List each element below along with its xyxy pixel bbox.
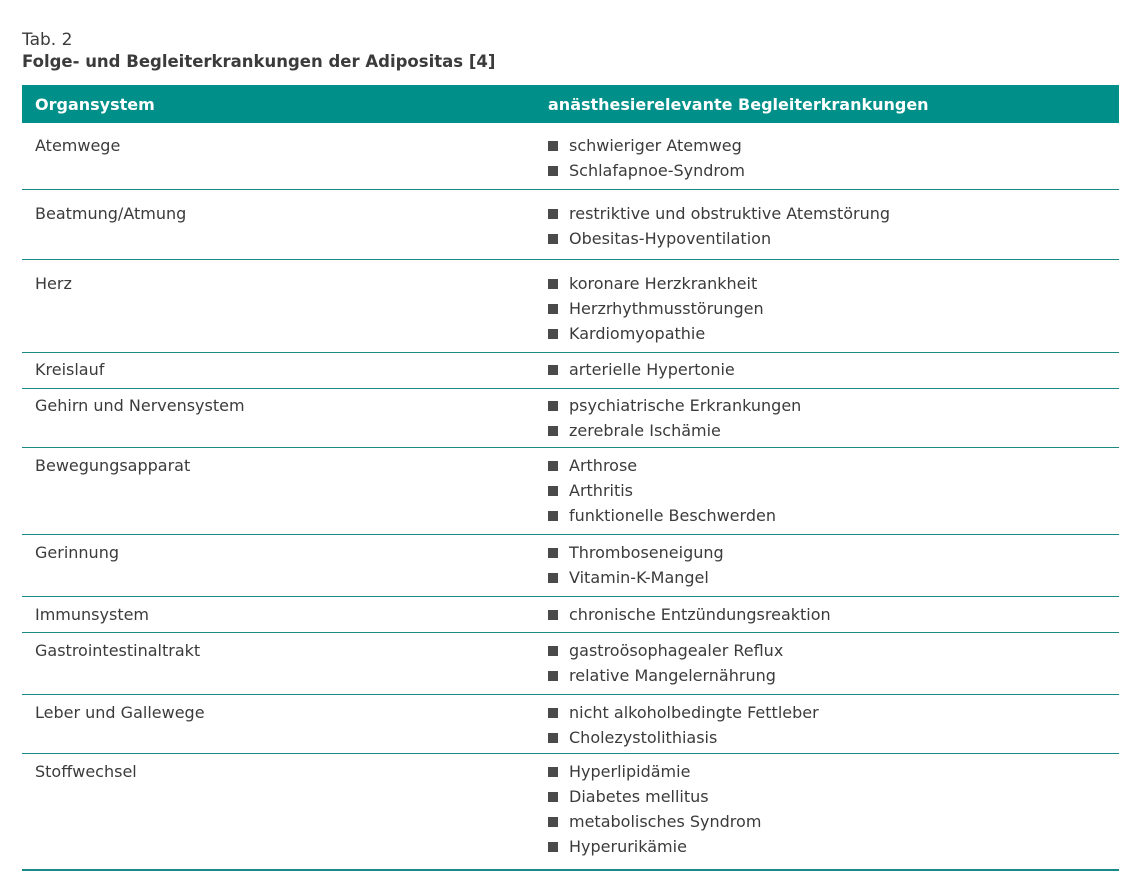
comorbidity-list [535,453,776,528]
table-body [22,123,1119,869]
square-bullet-icon [548,329,558,339]
comorbidity-text: funktionelle Beschwerden [569,506,776,525]
list-item [548,133,745,158]
comorbidity-list [535,759,761,859]
comorbidity-list [535,638,783,688]
table-row [22,123,1119,189]
square-bullet-icon [548,511,558,521]
list-item [548,478,776,503]
comorbidity-text: Thromboseneigung [569,543,724,562]
square-bullet-icon [548,767,558,777]
comorbidity-list [535,393,801,443]
square-bullet-icon [548,817,558,827]
square-bullet-icon [548,279,558,289]
list-item [548,393,801,418]
list-item [548,321,764,346]
organ-system-cell: Gastrointestinaltrakt [35,641,201,660]
comorbidity-table [22,85,1119,871]
list-item [548,453,776,478]
list-item [548,201,890,226]
table-title: Folge- und Begleiterkrankungen der Adipositas [4] [22,52,496,71]
list-item [548,158,745,183]
table-row [22,352,1119,388]
square-bullet-icon [548,610,558,620]
organ-system-cell: Bewegungsapparat [35,456,191,475]
list-item [548,809,761,834]
comorbidity-text: arterielle Hypertonie [569,360,735,379]
table-number: Tab. 2 [22,30,73,50]
comorbidity-text: Obesitas-Hypoventilation [569,229,772,248]
comorbidity-text: Vitamin-K-Mangel [569,568,709,587]
list-item [548,725,819,750]
list-item [548,226,890,251]
comorbidity-list [535,201,890,251]
comorbidity-text: Cholezystolithiasis [569,728,718,747]
list-item [548,357,735,382]
list-item [548,271,764,296]
square-bullet-icon [548,426,558,436]
comorbidity-text: schwieriger Atemweg [569,136,742,155]
comorbidity-list [535,271,764,346]
table-row [22,189,1119,259]
list-item [548,602,831,627]
table-bottom-rule [22,869,1119,871]
list-item [548,540,724,565]
comorbidity-text: Schlafapnoe-Syndrom [569,161,746,180]
table-row [22,259,1119,352]
organ-system-cell: Herz [35,274,72,293]
header-comorbidities: anästhesierelevante Begleiterkrankungen [548,94,929,114]
table-row [22,694,1119,753]
square-bullet-icon [548,486,558,496]
organ-system-cell: Kreislauf [35,360,105,379]
square-bullet-icon [548,141,558,151]
square-bullet-icon [548,573,558,583]
comorbidity-text: Hyperurikämie [569,837,687,856]
square-bullet-icon [548,733,558,743]
comorbidity-text: zerebrale Ischämie [569,421,721,440]
list-item [548,638,783,663]
table-row [22,388,1119,447]
comorbidity-text: nicht alkoholbedingte Fettleber [569,703,819,722]
comorbidity-text: chronische Entzündungsreaktion [569,605,831,624]
comorbidity-list [535,540,724,590]
organ-system-cell: Leber und Gallewege [35,703,205,722]
square-bullet-icon [548,548,558,558]
organ-system-cell: Stoffwechsel [35,762,137,781]
square-bullet-icon [548,792,558,802]
list-item [548,834,761,859]
list-item [548,418,801,443]
list-item [548,700,819,725]
table-row [22,447,1119,534]
organ-system-cell: Atemwege [35,136,121,155]
comorbidity-text: Hyperlipidämie [569,762,691,781]
square-bullet-icon [548,209,558,219]
comorbidity-text: restriktive und obstruktive Atemstörung [569,204,891,223]
comorbidity-text: Herzrhythmusstörungen [569,299,764,318]
comorbidity-list [535,133,745,183]
organ-system-cell: Gehirn und Nervensystem [35,396,245,415]
list-item [548,296,764,321]
square-bullet-icon [548,461,558,471]
organ-system-cell: Immunsystem [35,605,150,624]
comorbidity-text: relative Mangelernährung [569,666,776,685]
square-bullet-icon [548,166,558,176]
square-bullet-icon [548,671,558,681]
list-item [548,784,761,809]
comorbidity-text: Arthritis [569,481,634,500]
comorbidity-text: Diabetes mellitus [569,787,709,806]
comorbidity-text: koronare Herzkrankheit [569,274,758,293]
table-row [22,534,1119,596]
square-bullet-icon [548,842,558,852]
comorbidity-text: Kardiomyopathie [569,324,706,343]
square-bullet-icon [548,234,558,244]
header-organsystem: Organsystem [35,94,155,114]
table-header [22,85,1119,123]
comorbidity-text: Arthrose [569,456,638,475]
comorbidity-text: gastroösophagealer Reflux [569,641,784,660]
list-item [548,503,776,528]
comorbidity-list [535,700,819,750]
list-item [548,565,724,590]
square-bullet-icon [548,708,558,718]
comorbidity-text: psychiatrische Erkrankungen [569,396,802,415]
square-bullet-icon [548,646,558,656]
table-row [22,596,1119,632]
square-bullet-icon [548,365,558,375]
organ-system-cell: Beatmung/Atmung [35,204,187,223]
square-bullet-icon [548,304,558,314]
table-row [22,632,1119,694]
comorbidity-list [535,602,831,627]
square-bullet-icon [548,401,558,411]
list-item [548,663,783,688]
list-item [548,759,761,784]
comorbidity-list [535,357,735,382]
organ-system-cell: Gerinnung [35,543,119,562]
table-caption [22,29,495,73]
comorbidity-text: metabolisches Syndrom [569,812,762,831]
table-row [22,753,1119,869]
